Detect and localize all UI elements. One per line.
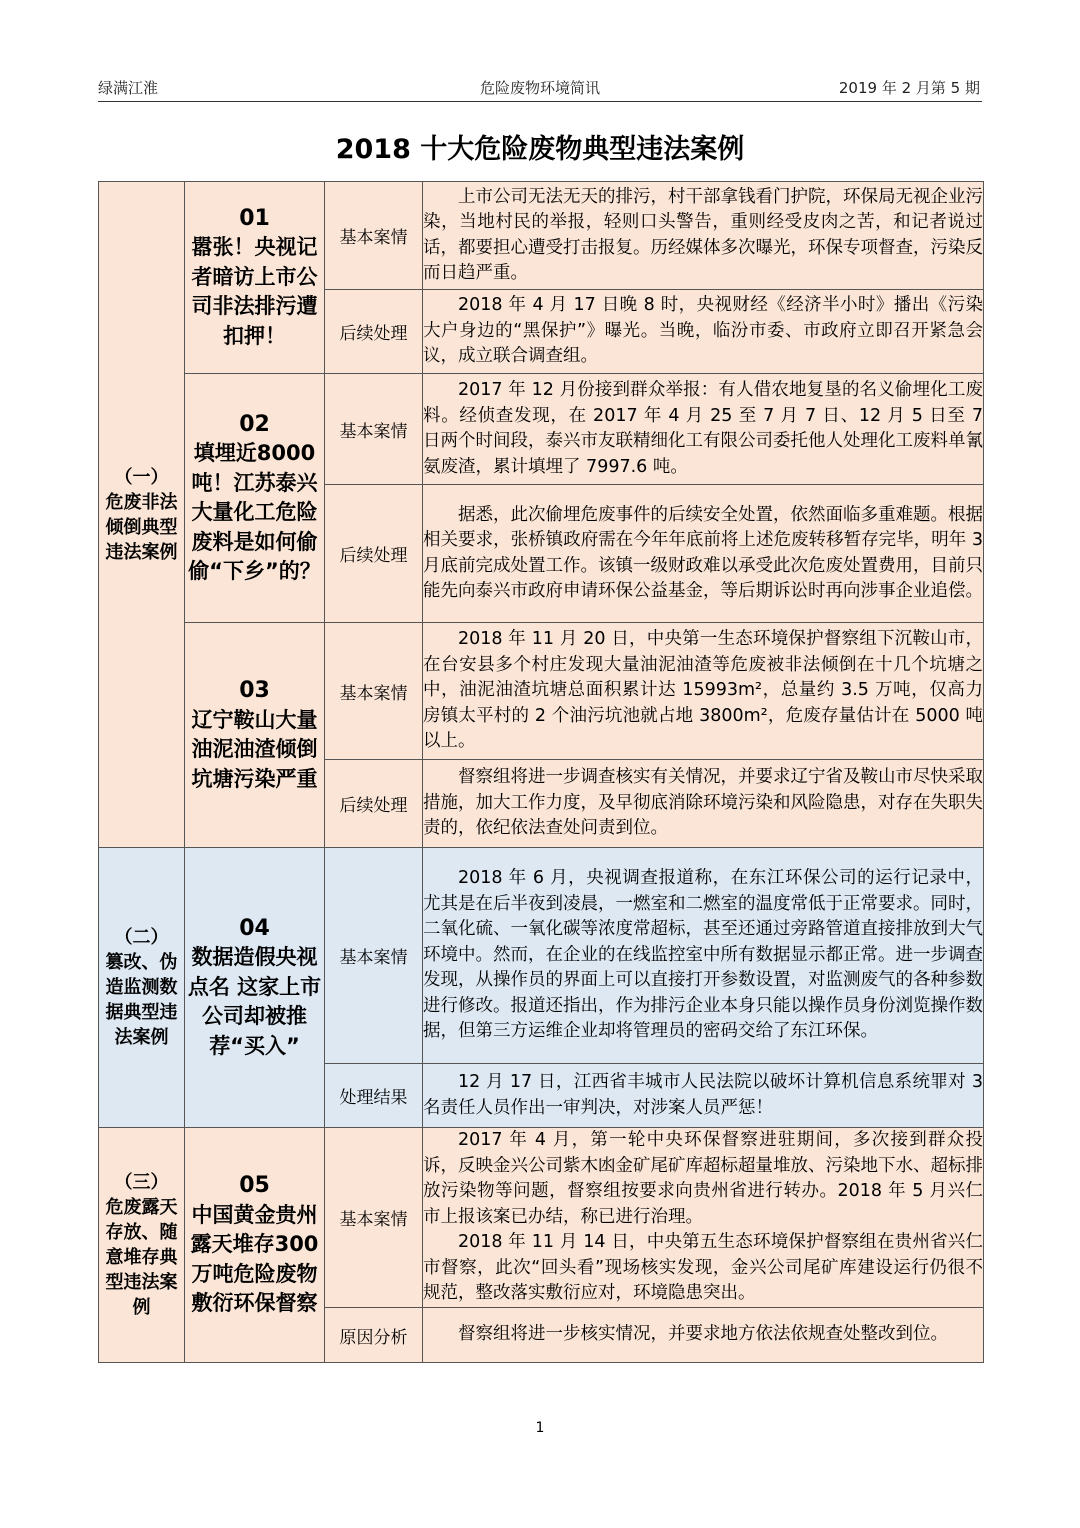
table-row <box>99 848 984 1064</box>
row-label: 基本案情 <box>325 848 423 1064</box>
row-content: 督察组将进一步调查核实有关情况，并要求辽宁省及鞍山市尽快采取措施，加大工作力度，及早彻底消除环境污染和风险隐患，对存在失职失责的，依纪依法查处问责到位。 <box>423 760 984 848</box>
row-label: 基本案情 <box>325 182 423 290</box>
table-row <box>99 1128 984 1308</box>
category-text: 危废非法倾倒典型违法案例 <box>105 491 178 563</box>
case-title-cell <box>185 374 325 623</box>
row-label: 基本案情 <box>325 623 423 760</box>
row-label: 处理结果 <box>325 1064 423 1128</box>
page-header <box>98 78 982 102</box>
row-content: 据悉，此次偷埋危废事件的后续安全处置，依然面临多重难题。根据相关要求，张桥镇政府需在今年年底前将上述危废转移暂存完毕，明年 3 月底前完成处置工作。该镇一级财政难以承受此次危废处置费用，目前只能先向泰兴市政府申请环保公益基金，等后期诉讼时再向涉事企业追偿。 <box>423 485 984 623</box>
case-number: 03 <box>239 678 270 703</box>
row-content: 2018 年 4 月 17 日晚 8 时，央视财经《经济半小时》播出《污染大户身边的“黑保护”》曝光。当晚，临汾市委、市政府立即召开紧急会议，成立联合调查组。 <box>423 290 984 374</box>
case-number: 01 <box>239 205 270 231</box>
case-number: 02 <box>239 411 270 437</box>
row-content: 督察组将进一步核实情况，并要求地方依法依规查处整改到位。 <box>423 1308 984 1363</box>
case-number: 04 <box>239 915 270 941</box>
case-title: 嚣张！央视记者暗访上市公司非法排污遭扣押！ <box>191 235 318 348</box>
category-text: 篡改、伪造监测数据典型违法案例 <box>105 952 178 1048</box>
category-cell <box>99 848 185 1128</box>
header-issue-text: 2019 年 2 月第 5 期 <box>838 79 980 97</box>
table-row <box>99 623 984 760</box>
row-content: 2017 年 12 月份接到群众举报：有人借农地复垦的名义偷埋化工废料。经侦查发现，在 2017 年 4 月 25 至 7 月 7 日、12 月 5 日至 7 日两个时间段，泰兴市友联精细化工有限公司委托他人处理化工废料单氰氨废渣，累计填埋了 7997.6 吨。 <box>423 374 984 485</box>
case-title: 数据造假央视点名 这家上市公司却被推荐“买入” <box>187 945 322 1058</box>
category-id: （三） <box>114 1172 169 1193</box>
case-title: 辽宁鞍山大量油泥油渣倾倒坑塘污染严重 <box>191 707 318 791</box>
case-title: 填埋近8000吨！江苏泰兴大量化工危险废料是如何偷偷“下乡”的？ <box>188 441 321 583</box>
case-title-cell <box>185 623 325 848</box>
case-title-cell <box>185 182 325 374</box>
row-content: 上市公司无法无天的排污，村干部拿钱看门护院，环保局无视企业污染，当地村民的举报，轻则口头警告，重则经受皮肉之苦，和记者说过话，都要担心遭受打击报复。历经媒体多次曝光，环保专项督查，污染反而日趋严重。 <box>423 182 984 290</box>
category-cell <box>99 182 185 848</box>
row-content: 2018 年 11 月 20 日，中央第一生态环境保护督察组下沉鞍山市，在台安县多个村庄发现大量油泥油渣等危废被非法倾倒在十几个坑塘之中，油泥油渣坑塘总面积累计达 15993m²，总量约 3.5 万吨，仅高力房镇太平村的 2 个油污坑池就占地 3800m²，危废存量估计在 5000 吨以上。 <box>423 623 984 760</box>
category-cell <box>99 1128 185 1363</box>
category-id: （二） <box>114 927 169 948</box>
case-number: 05 <box>239 1173 270 1199</box>
cases-table <box>98 181 984 1363</box>
case-title-cell <box>185 1128 325 1363</box>
row-label: 后续处理 <box>325 485 423 623</box>
page-number: 1 <box>535 1420 545 1436</box>
row-content: 12 月 17 日，江西省丰城市人民法院以破坏计算机信息系统罪对 3 名责任人员作出一审判决，对涉案人员严惩！ <box>423 1064 984 1128</box>
category-id: （一） <box>114 466 169 488</box>
row-label: 基本案情 <box>325 1128 423 1308</box>
row-content: 2017 年 4 月，第一轮中央环保督察进驻期间，多次接到群众投诉，反映金兴公司紫木凼金矿尾矿库超标超量堆放、污染地下水、超标排放污染物等问题，督察组按要求向贵州省进行转办。2018 年 5 月兴仁市上报该案已办结，称已进行治理。 2018 年 11 月 14 日，中央第五生态环境保护督察组在贵州省兴仁市督察，此次“回头看”现场核实发现，金兴公司尾矿库建设运行仍很不规范，整改落实敷衍应对，环境隐患突出。 <box>423 1128 984 1308</box>
row-content: 2018 年 6 月，央视调查报道称，在东江环保公司的运行记录中，尤其是在后半夜到凌晨，一燃室和二燃室的温度常低于正常要求。同时，二氧化硫、一氧化碳等浓度常超标，甚至还通过旁路管道直接排放到大气环境中。然而，在企业的在线监控室中所有数据显示都正常。进一步调查发现，从操作员的界面上可以直接打开参数设置，对监测废气的各种参数进行修改。报道还指出，作为排污企业本身只能以操作员身份浏览操作数据，但第三方运维企业却将管理员的密码交给了东江环保。 <box>423 848 984 1064</box>
header-center-text: 危险废物环境简讯 <box>479 79 600 97</box>
category-text: 危废露天存放、随意堆存典型违法案例 <box>105 1197 178 1318</box>
case-title: 中国黄金贵州露天堆存300万吨危险废物 敷衍环保督察 <box>190 1202 319 1316</box>
case-title-cell <box>185 848 325 1128</box>
row-label: 原因分析 <box>325 1308 423 1363</box>
row-label: 后续处理 <box>325 290 423 374</box>
table-row <box>99 182 984 290</box>
header-left-text: 绿满江淮 <box>98 79 159 97</box>
row-label: 后续处理 <box>325 760 423 848</box>
table-row <box>99 374 984 485</box>
page-title: 2018 十大危险废物典型违法案例 <box>335 134 745 165</box>
row-label: 基本案情 <box>325 374 423 485</box>
